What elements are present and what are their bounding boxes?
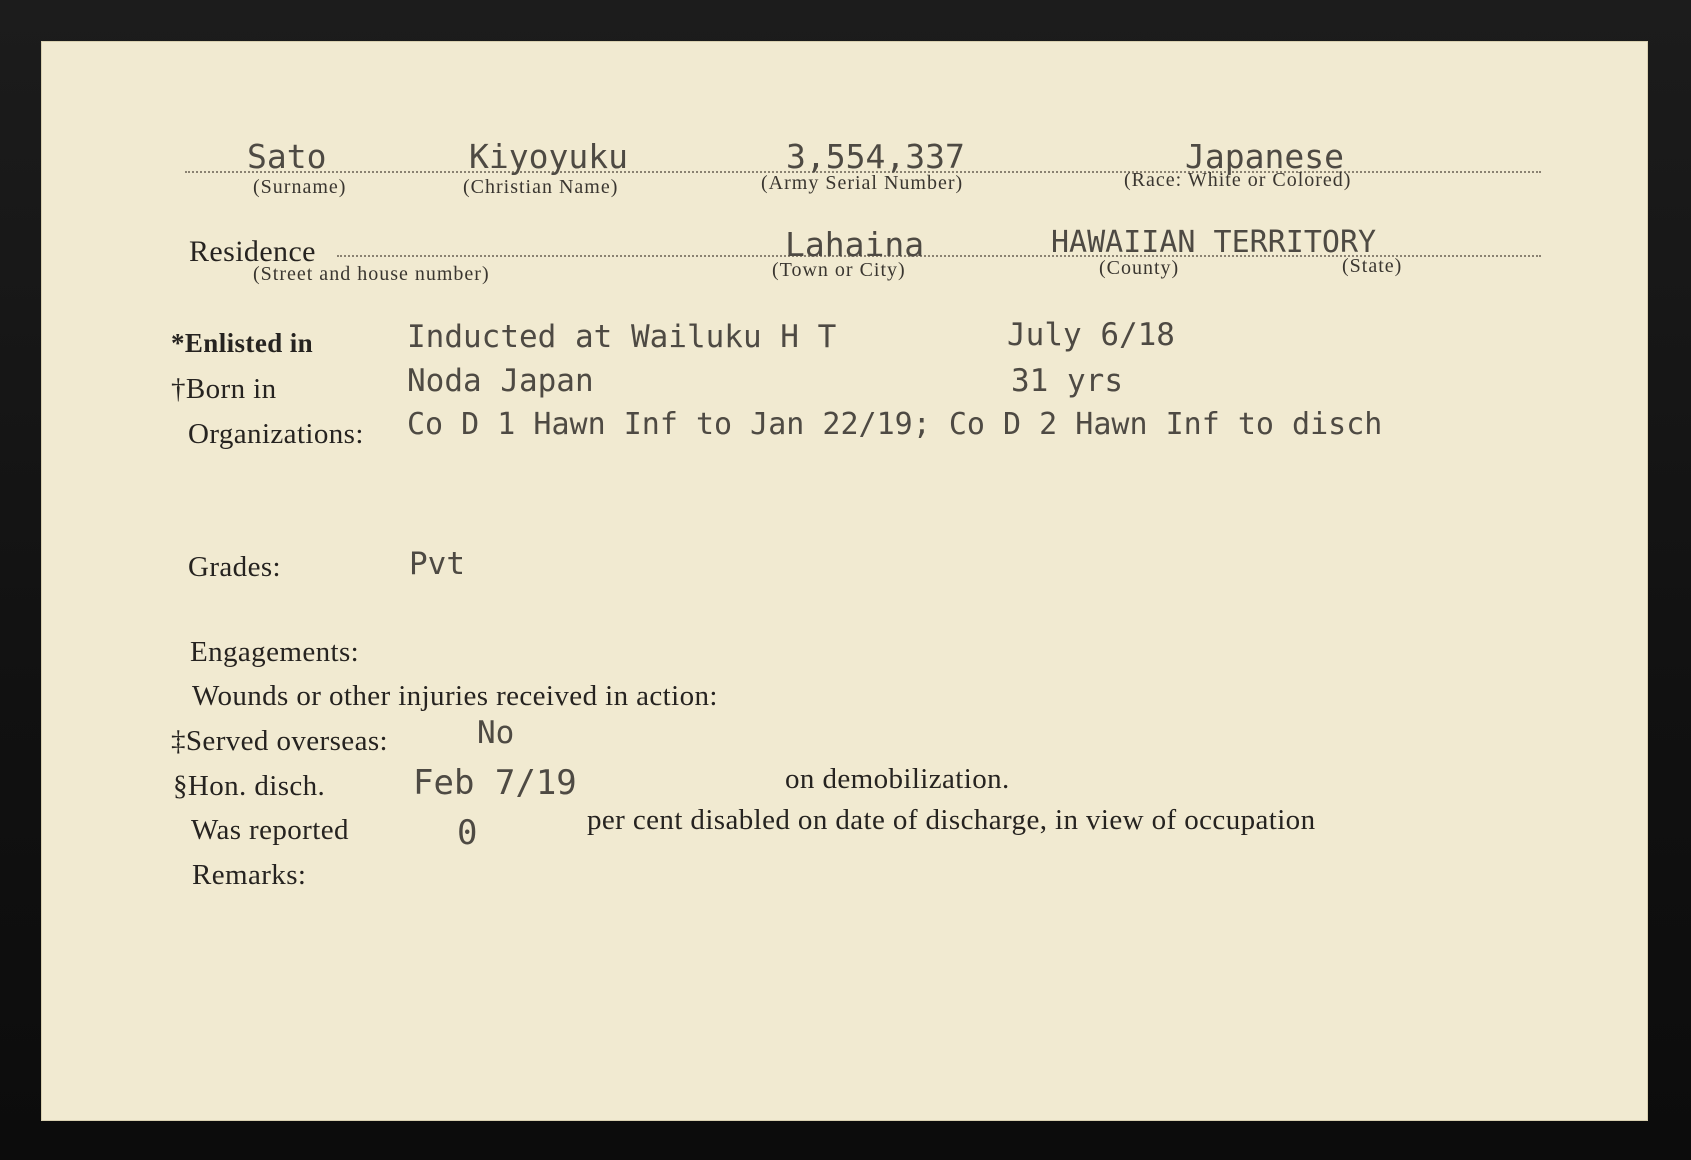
residence-town-value: Lahaina xyxy=(785,225,925,264)
remarks-label: Remarks: xyxy=(192,859,307,891)
engagements-label: Engagements: xyxy=(190,636,360,668)
enlisted-date-value: July 6/18 xyxy=(1007,317,1175,353)
county-caption: (County) xyxy=(1099,257,1180,279)
service-record-card xyxy=(41,41,1648,1121)
enlisted-value: Inducted at Wailuku H T xyxy=(407,319,837,355)
honorable-discharge-value: Feb 7/19 xyxy=(413,763,577,803)
race-caption: (Race: White or Colored) xyxy=(1124,169,1352,191)
organizations-label: Organizations: xyxy=(188,418,364,450)
residence-label: Residence xyxy=(189,235,316,268)
residence-state-value: HAWAIIAN TERRITORY xyxy=(1051,225,1377,260)
honorable-discharge-label: §Hon. disch. xyxy=(173,770,326,802)
street-caption: (Street and house number) xyxy=(253,263,490,285)
born-label: †Born in xyxy=(171,373,277,405)
born-value: Noda Japan xyxy=(407,363,594,399)
surname-value: Sato xyxy=(247,137,327,176)
grades-value: Pvt xyxy=(409,546,465,582)
enlisted-label: *Enlisted in xyxy=(171,328,314,358)
served-overseas-label: ‡Served overseas: xyxy=(171,725,388,757)
town-caption: (Town or City) xyxy=(772,259,906,281)
wounds-label: Wounds or other injuries received in action: xyxy=(192,680,718,712)
state-caption: (State) xyxy=(1342,255,1403,277)
christian-name-caption: (Christian Name) xyxy=(463,176,619,198)
serial-number-caption: (Army Serial Number) xyxy=(761,172,964,194)
race-value: Japanese xyxy=(1185,137,1344,176)
grades-label: Grades: xyxy=(188,551,281,583)
born-age-value: 31 yrs xyxy=(1011,363,1123,399)
served-overseas-value: No xyxy=(477,715,515,751)
surname-caption: (Surname) xyxy=(253,176,347,198)
discharge-reason: on demobilization. xyxy=(785,763,1010,795)
was-reported-label: Was reported xyxy=(191,814,349,846)
christian-name-value: Kiyoyuku xyxy=(469,137,628,176)
disability-statement: per cent disabled on date of discharge, in view of occupation xyxy=(587,804,1316,836)
serial-number-value: 3,554,337 xyxy=(786,137,965,176)
disability-percent-value: 0 xyxy=(457,813,478,853)
organizations-value: Co D 1 Hawn Inf to Jan 22/19; Co D 2 Hawn Inf to disch xyxy=(407,407,1383,442)
